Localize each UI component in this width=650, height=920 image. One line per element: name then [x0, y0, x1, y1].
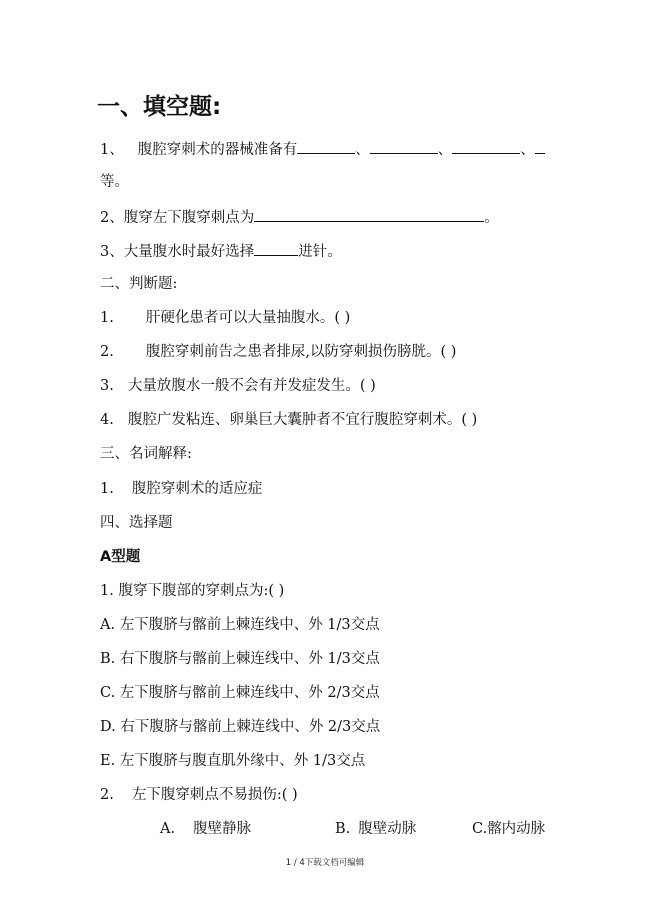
judge-q3-number: 3. [100, 378, 114, 394]
choice-q1-option-b[interactable]: B. 右下腹脐与髂前上棘连线中、外 1/3交点 [100, 651, 380, 667]
option-letter: B. [335, 821, 351, 837]
term-question-1 [100, 479, 262, 499]
a-type-subtitle: A型题 [100, 549, 141, 565]
judge-question-2 [100, 342, 456, 362]
choice-question-1-stem: 1. 腹穿下腹部的穿刺点为:( ) [100, 583, 285, 599]
section-4-title: 四、选择题 [100, 515, 173, 531]
choice-q2-number: 2. [100, 787, 114, 803]
choice-q1-option-c[interactable]: C. 左下腹脐与髂前上棘连线中、外 2/3交点 [100, 685, 380, 701]
fill-question-2 [100, 206, 499, 228]
judge-q2-number: 2. [100, 344, 114, 360]
section-3-title: 三、名词解释: [100, 446, 192, 462]
choice-question-2 [100, 785, 298, 805]
judge-q1-number: 1. [100, 310, 114, 326]
choice-q1-option-d[interactable]: D. 右下腹脐与髂前上棘连线中、外 2/3交点 [100, 719, 381, 735]
judge-q3-text: 大量放腹水一般不会有并发症发生。( ) [127, 378, 376, 394]
fill-q3-end: 进针。 [298, 244, 342, 260]
separator: 、 [437, 142, 453, 158]
fill-q1-number: 1、 [100, 142, 124, 158]
section-1-title: 一、填空题: [97, 94, 222, 120]
fill-question-3 [100, 240, 342, 262]
option-text: 腹壁动脉 [358, 821, 417, 837]
choice-q2-option-c[interactable] [472, 819, 545, 839]
separator: 、 [355, 142, 370, 158]
choice-q1-option-a[interactable]: A. 左下腹脐与髂前上棘连线中、外 1/3交点 [100, 617, 380, 633]
fill-question-1 [100, 138, 545, 160]
answer-blank-1[interactable] [297, 138, 355, 154]
term-q1-text: 腹腔穿刺术的适应症 [131, 481, 263, 497]
answer-blank-5[interactable] [254, 206, 484, 222]
fill-q1-tail: 等。 [100, 174, 129, 190]
judge-q2-text: 腹腔穿刺前告之患者排尿,以防穿刺损伤膀胱。( ) [145, 344, 457, 360]
separator: 、 [520, 142, 535, 158]
judge-q1-text: 肝硬化患者可以大量抽腹水。( ) [145, 310, 351, 326]
option-text: 腹壁静脉 [193, 821, 252, 837]
judge-question-4 [100, 410, 477, 430]
fill-q1-text: 腹腔穿刺术的器械准备有 [137, 142, 298, 158]
fill-q3-text: 3、大量腹水时最好选择 [100, 244, 255, 260]
choice-q1-option-e[interactable]: E. 左下腹脐与腹直肌外缘中、外 1/3交点 [100, 753, 366, 769]
answer-blank-3[interactable] [452, 138, 520, 154]
judge-q4-text: 腹腔广发粘连、卵巢巨大囊肿者不宜行腹腔穿刺术。( ) [127, 412, 478, 428]
choice-q2-stem: 左下腹穿刺点不易损伤:( ) [131, 787, 298, 803]
judge-q4-number: 4. [100, 412, 114, 428]
answer-blank-2[interactable] [370, 138, 438, 154]
judge-question-3 [100, 376, 376, 396]
term-q1-number: 1. [100, 481, 114, 497]
choice-q2-option-a[interactable] [160, 819, 251, 839]
answer-blank-6[interactable] [254, 240, 298, 256]
section-2-title: 二、判断题: [100, 276, 178, 292]
choice-q2-option-b[interactable] [335, 819, 416, 839]
option-text: 髂内动脉 [487, 821, 546, 837]
page-footer: 1 / 4下载文档可编辑 [285, 858, 365, 868]
answer-blank-4[interactable] [535, 138, 545, 154]
fill-q2-text: 2、腹穿左下腹穿刺点为 [100, 210, 255, 226]
option-letter: A. [160, 821, 176, 837]
option-letter: C. [472, 821, 488, 837]
judge-question-1 [100, 308, 350, 328]
fill-q2-end: 。 [484, 210, 499, 226]
